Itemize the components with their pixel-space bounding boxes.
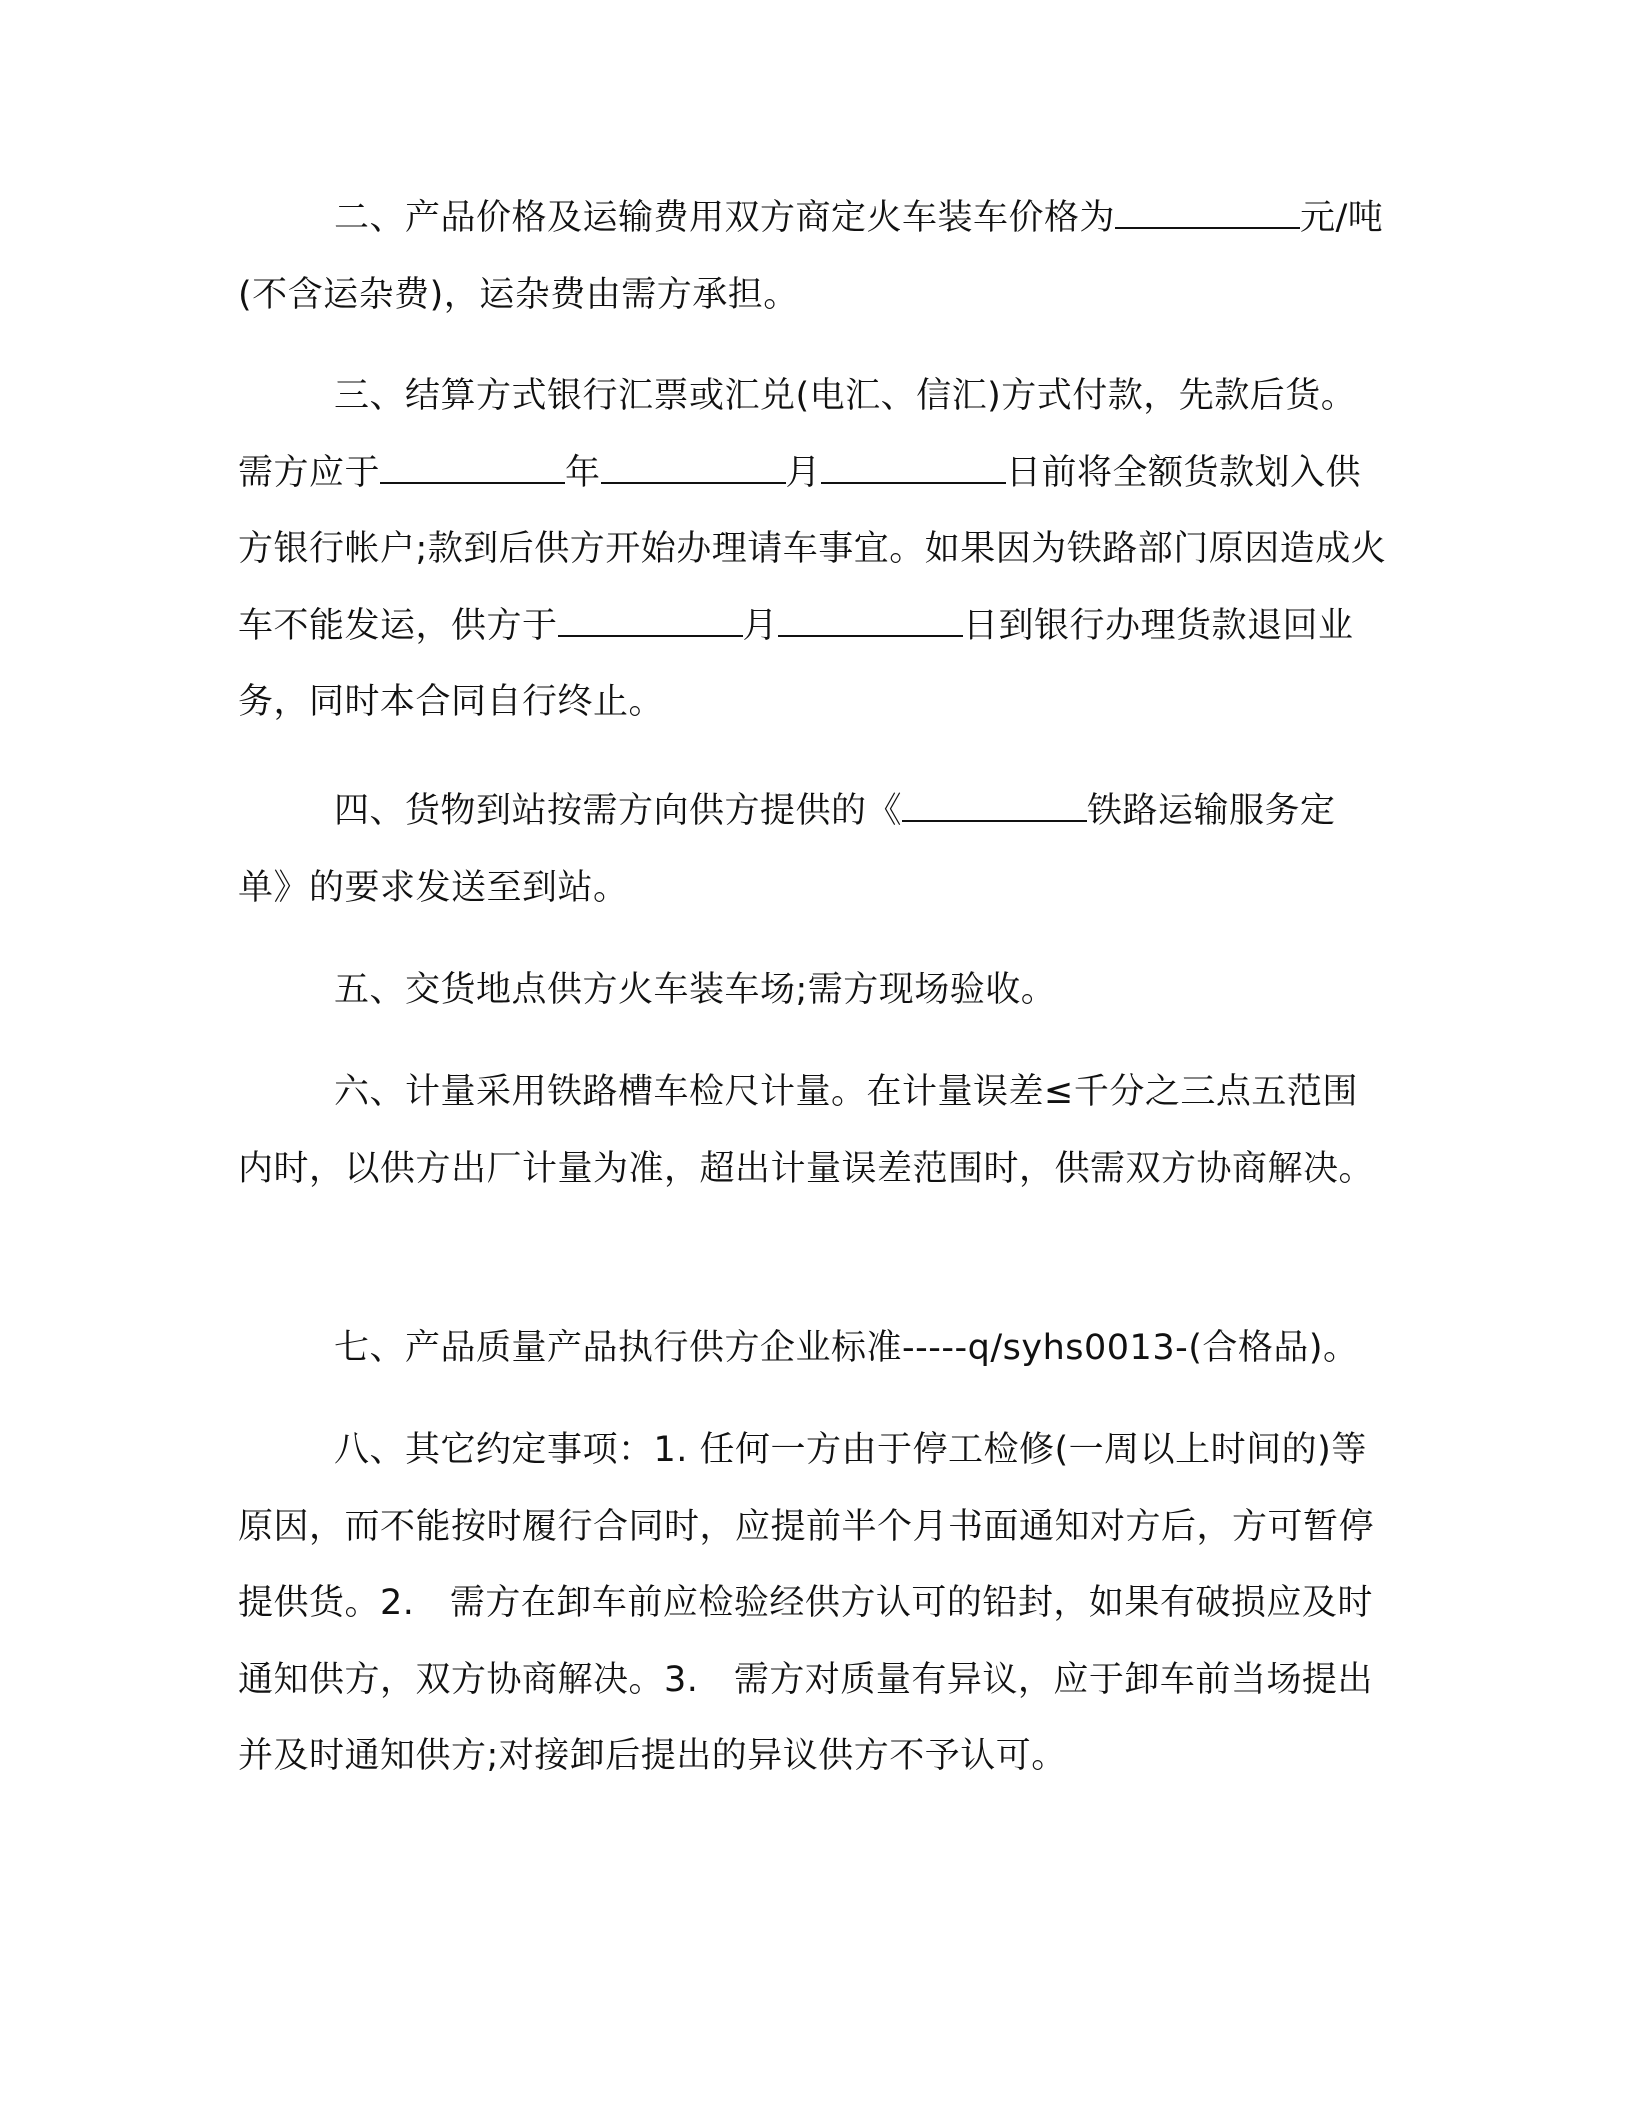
clause-7-text: 七、产品质量产品执行供方企业标准-----q/syhs0013-(合格品)。 <box>334 1328 1359 1368</box>
clause-4-text-b: 铁路运输服务定单》的要求发送至到站。 <box>238 791 1336 908</box>
clause-2-text-b: 元/吨(不含运杂费)，运杂费由需方承担。 <box>238 198 1384 315</box>
clause-3-settlement <box>238 358 1388 741</box>
clause-2-text-a: 二、产品价格及运输费用双方商定火车装车价格为 <box>334 198 1116 238</box>
payment-month-blank[interactable] <box>601 452 786 484</box>
clause-3-text-a: 三、结算方式银行汇票或汇兑(电汇、信汇)方式付款，先款后货。需方应于 <box>238 376 1357 493</box>
clause-5-delivery <box>238 952 1388 1029</box>
clause-2-price <box>238 180 1388 333</box>
payment-day-blank[interactable] <box>821 452 1006 484</box>
payment-year-blank[interactable] <box>380 452 565 484</box>
clause-3-refund-month-label: 月 <box>742 605 779 646</box>
railway-order-blank[interactable] <box>902 790 1087 822</box>
refund-day-blank[interactable] <box>778 605 963 637</box>
clause-3-month-label: 月 <box>785 452 822 493</box>
refund-month-blank[interactable] <box>558 605 743 637</box>
clause-8-text: 八、其它约定事项：1. 任何一方由于停工检修(一周以上时间的)等原因，而不能按时履行合同时，应提前半个月书面通知对方后，方可暂停提供货。2. 需方在卸车前应检验经供方认可的铅封，如果有破损应及时通知供方，双方协商解决。3. 需方对质量有异议，应于卸车前当场提出并及时通知供方;对接卸后提出的异议供方不予认可。 <box>238 1430 1375 1776</box>
clause-4-text-a: 四、货物到站按需方向供方提供的《 <box>334 791 903 831</box>
clause-3-text-b: 日前将全额货款划入供方银行帐户;款到后供方开始办理请车事宜。如果因为铁路部门原因造成火车不能发运，供方于 <box>238 452 1387 646</box>
clause-4-destination <box>238 773 1388 926</box>
price-blank[interactable] <box>1115 197 1300 229</box>
clause-5-text: 五、交货地点供方火车装车场;需方现场验收。 <box>334 970 1057 1010</box>
clause-3-text-c: 日到银行办理货款退回业务，同时本合同自行终止。 <box>238 605 1354 722</box>
clause-3-year-label: 年 <box>565 452 601 493</box>
clause-8-other-terms <box>238 1412 1388 1795</box>
clause-6-text: 六、计量采用铁路槽车检尺计量。在计量误差≤千分之三点五范围内时，以供方出厂计量为准，超出计量误差范围时，供需双方协商解决。 <box>238 1072 1375 1189</box>
clause-6-measurement <box>238 1054 1388 1207</box>
clause-7-quality <box>238 1310 1388 1387</box>
